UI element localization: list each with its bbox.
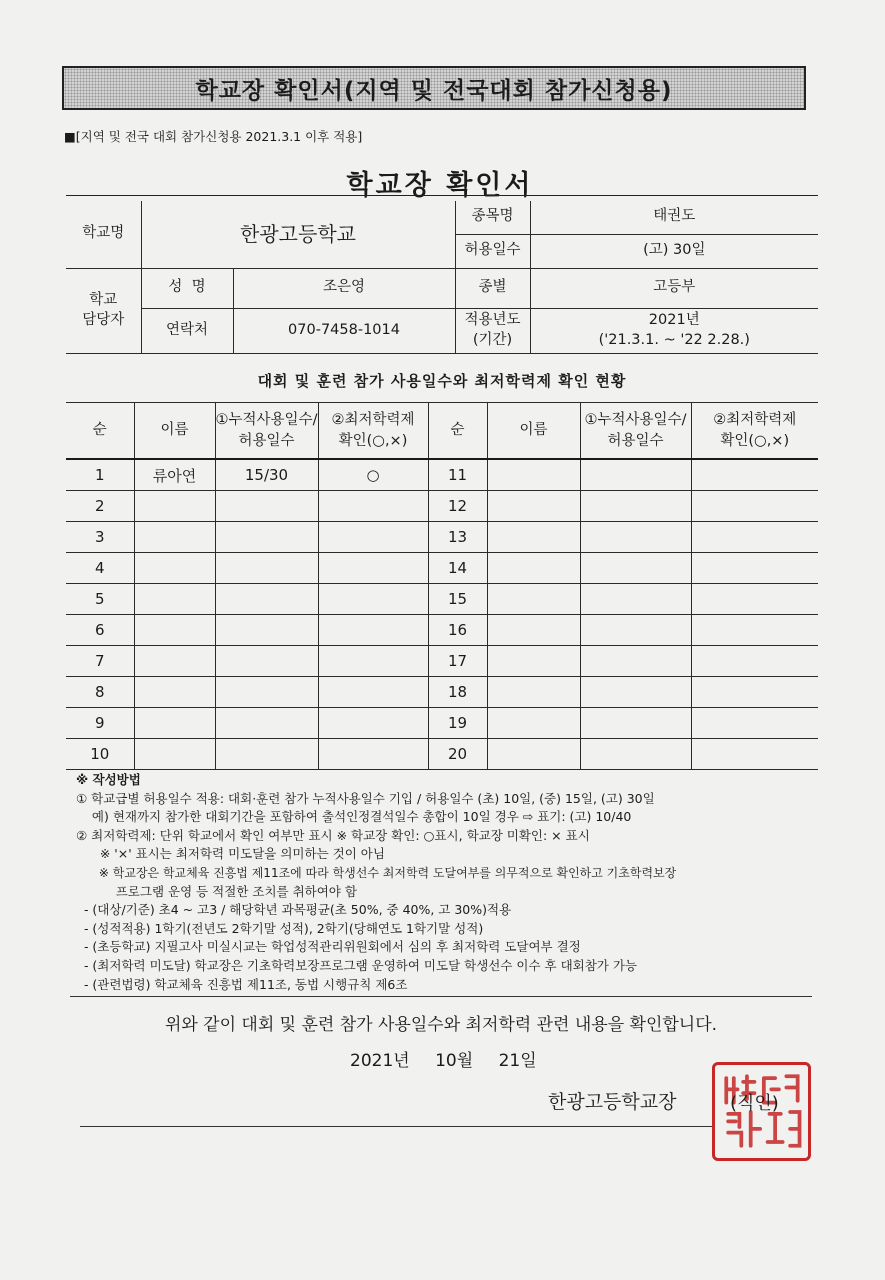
row-name bbox=[487, 739, 580, 770]
manager-label bbox=[66, 268, 141, 353]
row-name bbox=[134, 646, 215, 677]
contact-label: 연락처 bbox=[141, 308, 233, 353]
date-day: 21일 bbox=[498, 1051, 537, 1071]
row-days bbox=[580, 615, 691, 646]
row-name bbox=[487, 677, 580, 708]
row-number: 1 bbox=[66, 459, 134, 491]
note-line: ※ '×' 표시는 최저학력 미도달을 의미하는 것이 아님 bbox=[76, 846, 385, 862]
row-days bbox=[580, 739, 691, 770]
table-row bbox=[66, 491, 818, 522]
row-name: 류아연 bbox=[134, 459, 215, 491]
table-row bbox=[66, 522, 818, 553]
participation-table bbox=[66, 402, 818, 770]
row-number: 3 bbox=[66, 522, 134, 553]
title-underline bbox=[66, 195, 818, 196]
row-days bbox=[580, 459, 691, 491]
note-line: ※ 작성방법 bbox=[76, 772, 141, 787]
table-header-row bbox=[66, 403, 818, 460]
notes-bottom-line bbox=[70, 996, 812, 997]
row-days bbox=[215, 553, 318, 584]
note-line: - (최저학력 미도달) 학교장은 기초학력보장프로그램 운영하여 미도달 학생선수 이수 후 대회참가 가능 bbox=[76, 957, 637, 973]
row-number: 11 bbox=[428, 459, 487, 491]
row-name bbox=[487, 459, 580, 491]
header-academic-left bbox=[318, 403, 428, 460]
row-name bbox=[487, 646, 580, 677]
row-academic bbox=[318, 491, 428, 522]
row-academic bbox=[318, 739, 428, 770]
applicability-note: ■[지역 및 전국 대회 참가신청용 2021.3.1 이후 적용] bbox=[64, 129, 363, 144]
banner-title: 학교장 확인서(지역 및 전국대회 참가신청용) bbox=[195, 77, 673, 104]
school-info-table bbox=[66, 201, 818, 354]
row-number: 12 bbox=[428, 491, 487, 522]
table-row bbox=[66, 553, 818, 584]
note-line: ① 학교급별 허용일수 적용: 대회·훈련 참가 누적사용일수 기입 / 허용일수 (초) 10일, (중) 15일, (고) 30일 bbox=[76, 790, 655, 806]
row-days bbox=[215, 646, 318, 677]
row-name bbox=[487, 708, 580, 739]
sport-label: 종목명 bbox=[455, 201, 530, 234]
year-label bbox=[455, 308, 530, 353]
row-academic bbox=[318, 584, 428, 615]
row-number: 10 bbox=[66, 739, 134, 770]
division-label: 종별 bbox=[455, 268, 530, 308]
row-number: 8 bbox=[66, 677, 134, 708]
division-value: 고등부 bbox=[530, 268, 818, 308]
date-year: 2021년 bbox=[350, 1051, 410, 1071]
seal-label: (직인) bbox=[730, 1093, 779, 1114]
note-line: - (성적적용) 1학기(전년도 2학기말 성적), 2학기(당해연도 1학기말 성적) bbox=[76, 920, 484, 936]
row-name bbox=[487, 522, 580, 553]
note-line: ※ 학교장은 학교체육 진흥법 제11조에 따라 학생선수 최저학력 도달여부를 의무적으로 확인하고 기초학력보장 bbox=[76, 865, 677, 880]
row-number: 6 bbox=[66, 615, 134, 646]
row-academic bbox=[691, 646, 818, 677]
row-days bbox=[215, 708, 318, 739]
row-name bbox=[487, 553, 580, 584]
row-academic bbox=[691, 615, 818, 646]
table-row bbox=[66, 739, 818, 770]
row-academic bbox=[691, 584, 818, 615]
header-days-left-line-1: ①누적사용일수/ bbox=[215, 412, 318, 429]
document-title: 학교장 확인서 bbox=[346, 170, 534, 201]
document-banner bbox=[62, 66, 806, 110]
header-days-left-line-2: 허용일수 bbox=[238, 432, 295, 449]
header-days-right bbox=[580, 403, 691, 460]
row-academic bbox=[318, 708, 428, 739]
row-academic: ○ bbox=[318, 459, 428, 491]
date-month: 10월 bbox=[435, 1051, 474, 1071]
row-academic bbox=[318, 646, 428, 677]
header-academic-left-line-2: 확인(○,×) bbox=[338, 432, 408, 449]
row-days: 15/30 bbox=[215, 459, 318, 491]
row-name bbox=[134, 677, 215, 708]
row-academic bbox=[691, 553, 818, 584]
year-label-line-2: (기간) bbox=[472, 331, 513, 348]
row-days bbox=[580, 522, 691, 553]
header-days-right-line-2: 허용일수 bbox=[607, 432, 664, 449]
row-number: 15 bbox=[428, 584, 487, 615]
row-number: 4 bbox=[66, 553, 134, 584]
row-days bbox=[580, 677, 691, 708]
year-label-line-1: 적용년도 bbox=[464, 311, 521, 328]
year-value bbox=[530, 308, 818, 353]
row-name bbox=[134, 553, 215, 584]
header-name-right: 이름 bbox=[487, 403, 580, 460]
header-days-left bbox=[215, 403, 318, 460]
row-academic bbox=[691, 677, 818, 708]
row-number: 19 bbox=[428, 708, 487, 739]
row-number: 13 bbox=[428, 522, 487, 553]
row-number: 18 bbox=[428, 677, 487, 708]
principal-signature: 한광고등학교장 bbox=[548, 1091, 677, 1113]
note-line: - (대상/기준) 초4 ~ 고3 / 해당학년 과목평균(초 50%, 중 40%, 고 30%)적용 bbox=[76, 902, 512, 918]
header-seq-left: 순 bbox=[66, 403, 134, 460]
table-row bbox=[66, 708, 818, 739]
signature-line bbox=[80, 1126, 712, 1127]
table-row bbox=[66, 615, 818, 646]
row-number: 17 bbox=[428, 646, 487, 677]
header-seq-right: 순 bbox=[428, 403, 487, 460]
row-name bbox=[134, 615, 215, 646]
table-row bbox=[66, 646, 818, 677]
row-name bbox=[134, 491, 215, 522]
row-name bbox=[134, 522, 215, 553]
row-name bbox=[134, 584, 215, 615]
row-days bbox=[215, 584, 318, 615]
row-days bbox=[580, 553, 691, 584]
school-name-value: 한광고등학교 bbox=[141, 201, 455, 268]
row-number: 16 bbox=[428, 615, 487, 646]
header-academic-right-line-1: ②최저학력제 bbox=[713, 412, 797, 429]
row-name bbox=[134, 739, 215, 770]
row-days bbox=[215, 677, 318, 708]
header-academic-right-line-2: 확인(○,×) bbox=[720, 432, 790, 449]
header-days-right-line-1: ①누적사용일수/ bbox=[584, 412, 687, 429]
manager-label-line-1: 학교 bbox=[89, 291, 118, 308]
issue-date bbox=[350, 1046, 557, 1071]
row-number: 20 bbox=[428, 739, 487, 770]
year-value-line-2: ('21.3.1. ~ '22 2.28.) bbox=[598, 331, 750, 348]
row-number: 14 bbox=[428, 553, 487, 584]
school-name-label: 학교명 bbox=[66, 201, 141, 268]
row-academic bbox=[318, 522, 428, 553]
note-line: 예) 현재까지 참가한 대회기간을 포함하여 출석인정결석일수 총합이 10일 경우 ⇨ 표기: (고) 10/40 bbox=[76, 809, 632, 825]
row-number: 9 bbox=[66, 708, 134, 739]
table-row bbox=[66, 677, 818, 708]
confirmation-statement: 위와 같이 대회 및 훈련 참가 사용일수와 최저학력 관련 내용을 확인합니다. bbox=[164, 1015, 718, 1035]
row-number: 2 bbox=[66, 491, 134, 522]
row-academic bbox=[318, 615, 428, 646]
row-days bbox=[580, 708, 691, 739]
header-name-left: 이름 bbox=[134, 403, 215, 460]
row-academic bbox=[318, 677, 428, 708]
row-days bbox=[215, 491, 318, 522]
row-days bbox=[580, 584, 691, 615]
note-line: 프로그램 운영 등 적절한 조치를 취하여야 함 bbox=[76, 883, 357, 899]
row-name bbox=[134, 708, 215, 739]
allowed-days-value: (고) 30일 bbox=[530, 234, 818, 268]
contact-value: 070-7458-1014 bbox=[233, 308, 455, 353]
section-title: 대회 및 훈련 참가 사용일수와 최저학력제 확인 현황 bbox=[257, 372, 627, 390]
row-academic bbox=[691, 708, 818, 739]
note-line: - (초등학교) 지필고사 미실시교는 학업성적관리위원회에서 심의 후 최저학력 도달여부 결정 bbox=[76, 939, 581, 955]
note-line: - (관련법령) 학교체육 진흥법 제11조, 동법 시행규칙 제6조 bbox=[76, 976, 408, 992]
row-academic bbox=[691, 459, 818, 491]
manager-label-line-2: 담당자 bbox=[82, 311, 125, 328]
allowed-days-label: 허용일수 bbox=[455, 234, 530, 268]
row-number: 7 bbox=[66, 646, 134, 677]
row-academic bbox=[691, 739, 818, 770]
row-academic bbox=[691, 522, 818, 553]
row-days bbox=[580, 646, 691, 677]
manager-name-label: 성 명 bbox=[141, 268, 233, 308]
manager-name-value: 조은영 bbox=[233, 268, 455, 308]
table-row bbox=[66, 584, 818, 615]
note-line: ② 최저학력제: 단위 학교에서 확인 여부만 표시 ※ 학교장 확인: ○표시, 학교장 미확인: × 표시 bbox=[76, 827, 590, 843]
row-days bbox=[215, 739, 318, 770]
row-academic bbox=[318, 553, 428, 584]
row-days bbox=[580, 491, 691, 522]
row-number: 5 bbox=[66, 584, 134, 615]
row-name bbox=[487, 491, 580, 522]
table-row bbox=[66, 459, 818, 491]
row-days bbox=[215, 522, 318, 553]
sport-value: 태권도 bbox=[530, 201, 818, 234]
header-academic-right bbox=[691, 403, 818, 460]
row-academic bbox=[691, 491, 818, 522]
row-name bbox=[487, 615, 580, 646]
row-days bbox=[215, 615, 318, 646]
header-academic-left-line-1: ②최저학력제 bbox=[331, 412, 415, 429]
writing-instructions bbox=[76, 771, 816, 994]
year-value-line-1: 2021년 bbox=[648, 311, 700, 328]
row-name bbox=[487, 584, 580, 615]
